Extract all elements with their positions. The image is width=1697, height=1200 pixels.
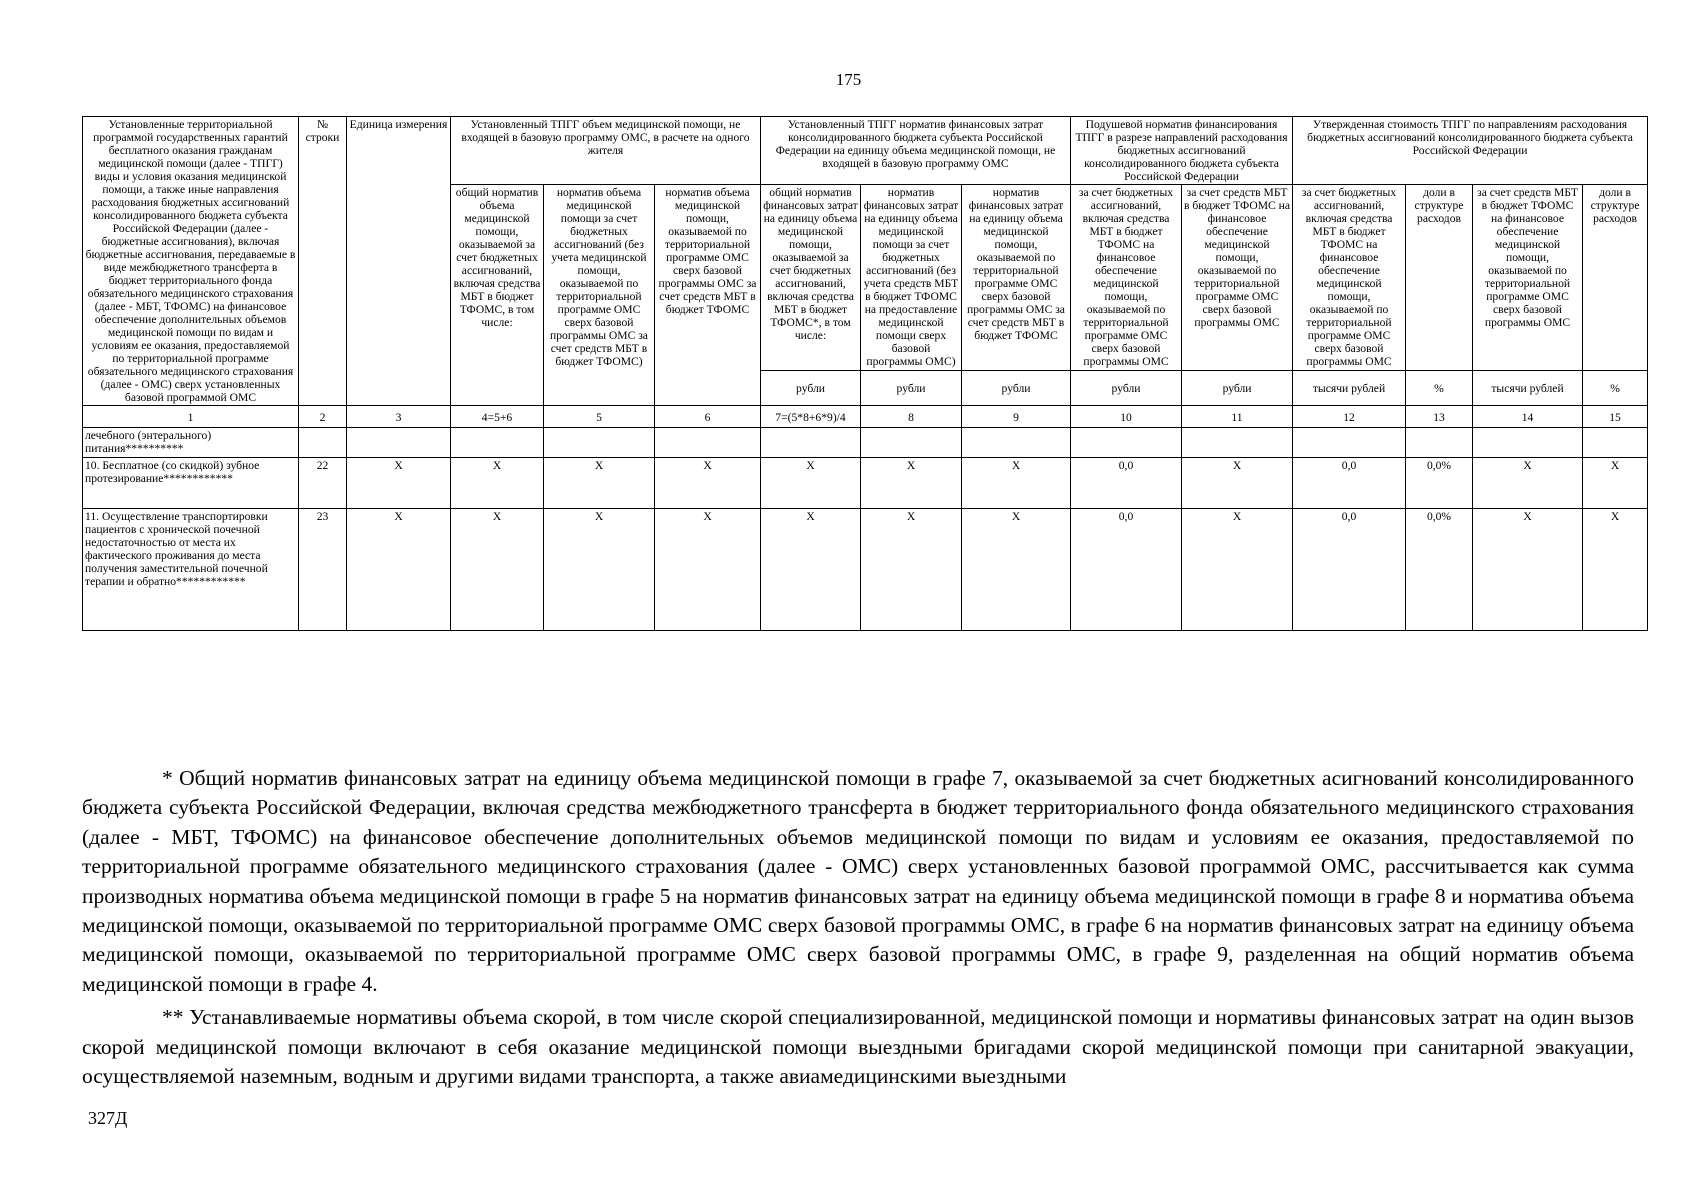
header-col-11: за счет средств МБТ в бюджет ТФОМС на финансовое обеспечение медицинской помощи, оказываемой по территориальной программе ОМС сверх базовой программы ОМС [1182,185,1293,371]
table-cell: X [1583,458,1648,509]
table-cell: 0,0 [1293,509,1406,631]
header-col-7: общий норматив финансовых затрат на единицу объема медицинской помощи, оказываемой за счет бюджетных ассигнований, включая средства МБТ в бюджет ТФОМС*, в том числе: [761,185,861,371]
table-cell: X [962,458,1071,509]
column-number: 11 [1182,406,1293,428]
header-row-groups [83,117,1648,185]
row-label: 10. Бесплатное (со скидкой) зубное протезирование************ [83,458,299,509]
table-cell [1071,428,1182,458]
table-cell [1473,428,1583,458]
footnote-1: * Общий норматив финансовых затрат на единицу объема медицинской помощи в графе 7, оказываемой за счет бюджетных асигнований консолидированного бюджета субъекта Российской Федерации, включая средства межбюджетного трансферта в бюджет территориального фонда обязательного медицинского страхования (далее - МБТ, ТФОМС) на финансовое обеспечение дополнительных объемов медицинской помощи по видам и условиям ее оказания, предоставляемой по территориальной программе обязательного медицинского страхования (далее - ОМС) сверх установленных базовой программой ОМС, рассчитывается как сумма производных норматива объема медицинской помощи в графе 5 на норматив финансовых затрат на единицу объема медицинской помощи в графе 8 и норматива объема медицинской помощи, оказываемой по территориальной программе ОМС сверх базовой программы ОМС, в графе 6 на норматив финансовых затрат на единицу объема медицинской помощи, оказываемой по территориальной программе ОМС сверх базовой программы ОМС, в графе 9, разделенная на общий норматив объема медицинской помощи в графе 4. [82,766,1634,996]
table-row [83,509,1648,631]
column-number: 8 [861,406,962,428]
header-col-15: доли в структуре расходов [1583,185,1648,371]
unit-cell: тысячи рублей [1473,371,1583,406]
table-cell [1406,428,1473,458]
table-cell: X [962,509,1071,631]
table-cell [1293,428,1406,458]
table-cell: X [761,458,861,509]
table-cell [299,428,347,458]
column-number: 7=(5*8+6*9)/4 [761,406,861,428]
table-cell [451,428,544,458]
unit-cell: рубли [761,371,861,406]
footnote-2: ** Устанавливаемые нормативы объема скорой, в том числе скорой специализированной, медицинской помощи и нормативы финансовых затрат на один вызов скорой медицинской помощи включают в себя оказание медицинской помощи выездными бригадами скорой медицинской помощи при санитарной эвакуации, осуществляемой наземным, водным и другими видами транспорта, а также авиамедицинскими выездными [82,1005,1634,1089]
header-col-5: норматив объема медицинской помощи за счет бюджетных ассигнований (без учета медицинской помощи, оказываемой по территориальной программе ОМС сверх базовой программы ОМС за счет средств МБТ в бюджет ТФОМС) [544,185,655,406]
header-col-6: норматив объема медицинской помощи, оказываемой по территориальной программе ОМС сверх базовой программы ОМС за счет средств МБТ в бюджет ТФОМС [655,185,761,406]
table-cell: X [655,458,761,509]
table-cell: 23 [299,509,347,631]
footnotes [82,764,1634,1091]
header-col-14: за счет средств МБТ в бюджет ТФОМС на финансовое обеспечение медицинской помощи, оказываемой по территориальной программе ОМС сверх базовой программы ОМС [1473,185,1583,371]
unit-cell: рубли [962,371,1071,406]
table-cell: 0,0 [1293,458,1406,509]
table-cell: 0,0% [1406,509,1473,631]
table-cell: X [761,509,861,631]
unit-cell: рубли [1071,371,1182,406]
table-cell [1182,428,1293,458]
document-code: 327Д [88,1108,128,1128]
financing-table [82,116,1648,631]
row-label: 11. Осуществление транспортировки пациентов с хронической почечной недостаточностью от места их фактического проживания до места получения заместительной почечной терапии и обратно************ [83,509,299,631]
table-cell: 0,0 [1071,458,1182,509]
table-cell [544,428,655,458]
header-col-9: норматив финансовых затрат на единицу объема медицинской помощи, оказываемой по территориальной программе ОМС сверх базовой программы ОМС за счет средств МБТ в бюджет ТФОМС [962,185,1071,371]
header-col-13: доли в структуре расходов [1406,185,1473,371]
table-cell: 0,0% [1406,458,1473,509]
table-cell [347,428,451,458]
table-cell: X [347,509,451,631]
header-col-1: Установленные территориальной программой государственных гарантий бесплатного оказания гражданам медицинской помощи (далее - ТПГГ) виды и условия оказания медицинской помощи, а также иные направления расходования бюджетных ассигнований консолидированного бюджета субъекта Российской Федерации (далее - бюджетные ассигнования), включая бюджетные ассигнования, передаваемые в виде межбюджетного трансферта в бюджет территориального фонда обязательного медицинского страхования (далее - МБТ, ТФОМС) на финансовое обеспечение дополнительных объемов медицинской помощи по видам и условиям ее оказания, предоставляемой по территориальной программе обязательного медицинского страхования (далее - ОМС) сверх установленных базовой программой ОМС [83,117,299,406]
header-group-volume: Установленный ТПГГ объем медицинской помощи, не входящей в базовую программу ОМС, в расчете на одного жителя [451,117,761,185]
page-number: 175 [835,70,862,89]
table-cell: X [1182,458,1293,509]
unit-cell: тысячи рублей [1293,371,1406,406]
unit-cell: рубли [1182,371,1293,406]
table-cell: X [347,458,451,509]
column-number: 15 [1583,406,1648,428]
column-number: 14 [1473,406,1583,428]
table-row [83,428,1648,458]
column-number: 9 [962,406,1071,428]
unit-cell: % [1406,371,1473,406]
table-cell: X [544,458,655,509]
table-cell: X [544,509,655,631]
table-cell: X [1182,509,1293,631]
header-col-10: за счет бюджетных ассигнований, включая средства МБТ в бюджет ТФОМС на финансовое обеспечение медицинской помощи, оказываемой по территориальной программе ОМС сверх базовой программы ОМС [1071,185,1182,371]
column-number: 1 [83,406,299,428]
table-cell [861,428,962,458]
column-number-row [83,406,1648,428]
column-number: 2 [299,406,347,428]
header-group-approved: Утвержденная стоимость ТПГГ по направлениям расходования бюджетных ассигнований консолидированного бюджета субъекта Российской Федерации [1293,117,1648,185]
header-col-8: норматив финансовых затрат на единицу объема медицинской помощи за счет бюджетных ассигнований (без учета средств МБТ в бюджет ТФОМС на предоставление медицинской помощи сверх базовой программы ОМС) [861,185,962,371]
table-cell: X [655,509,761,631]
header-col-12: за счет бюджетных ассигнований, включая средства МБТ в бюджет ТФОМС на финансовое обеспечение медицинской помощи, оказываемой по территориальной программе ОМС сверх базовой программы ОМС [1293,185,1406,371]
unit-cell: % [1583,371,1648,406]
header-col-4: общий норматив объема медицинской помощи, оказываемой за счет бюджетных ассигнований, включая средства МБТ в бюджет ТФОМС, в том числе: [451,185,544,406]
header-group-cost: Установленный ТПГГ норматив финансовых затрат консолидированного бюджета субъекта Российской Федерации на единицу объема медицинской помощи, не входящей в базовую программу ОМС [761,117,1071,185]
header-col-2: № строки [299,117,347,406]
table-cell: 0,0 [1071,509,1182,631]
row-label: лечебного (энтерального) питания********** [83,428,299,458]
column-number: 12 [1293,406,1406,428]
column-number: 10 [1071,406,1182,428]
table-row [83,458,1648,509]
table-cell: X [861,458,962,509]
table-cell [761,428,861,458]
table-cell: X [451,458,544,509]
column-number: 3 [347,406,451,428]
header-group-capita: Подушевой норматив финансирования ТПГГ в разрезе направлений расходования бюджетных ассигнований консолидированного бюджета субъекта Российской Федерации [1071,117,1293,185]
table-cell: X [451,509,544,631]
table-cell: X [1473,509,1583,631]
table-cell [1583,428,1648,458]
table-cell: X [861,509,962,631]
column-number: 13 [1406,406,1473,428]
header-col-3: Единица измерения [347,117,451,406]
table-cell: 22 [299,458,347,509]
table-cell: X [1583,509,1648,631]
table-cell: X [1473,458,1583,509]
column-number: 5 [544,406,655,428]
column-number: 4=5+6 [451,406,544,428]
table-cell [655,428,761,458]
column-number: 6 [655,406,761,428]
table-cell [962,428,1071,458]
unit-cell: рубли [861,371,962,406]
